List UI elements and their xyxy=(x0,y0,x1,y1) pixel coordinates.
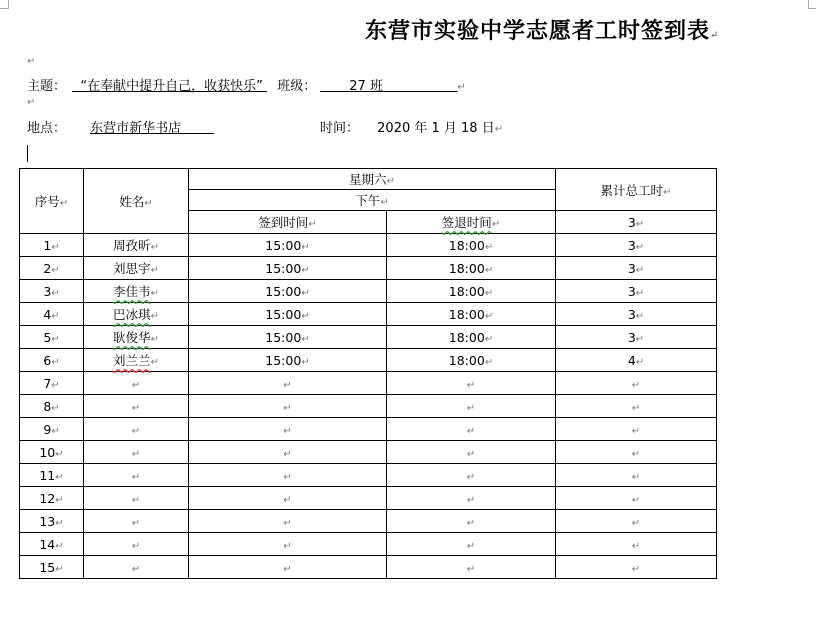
cell-text: 18:00 xyxy=(448,329,485,345)
row-name-cell[interactable] xyxy=(84,487,189,510)
header-no: 序号↵ xyxy=(20,169,84,234)
table-row xyxy=(20,280,717,303)
row-checkin-cell[interactable] xyxy=(189,395,387,418)
row-name-cell[interactable] xyxy=(84,280,189,303)
paragraph-mark: ↵ xyxy=(466,402,476,414)
paragraph-mark: ↵ xyxy=(301,356,310,368)
paragraph-mark: ↵ xyxy=(51,264,60,276)
table-row xyxy=(20,303,717,326)
row-checkin-cell[interactable] xyxy=(189,326,387,349)
theme-label: 主题： xyxy=(27,79,67,94)
paragraph-mark: ↵ xyxy=(466,448,476,460)
paragraph-mark: ↵ xyxy=(466,517,476,529)
row-total-cell[interactable] xyxy=(556,441,717,464)
signin-table xyxy=(19,168,717,579)
row-no-cell[interactable] xyxy=(20,487,84,510)
row-total-cell[interactable] xyxy=(556,510,717,533)
table-row xyxy=(20,234,717,257)
paragraph-mark: ↵ xyxy=(635,333,645,345)
row-no-cell[interactable] xyxy=(20,303,84,326)
header-period: 下午↵ xyxy=(189,190,556,211)
row-checkout-cell[interactable] xyxy=(387,556,556,579)
row-name-cell[interactable] xyxy=(84,510,189,533)
header-name: 姓名↵ xyxy=(84,169,189,234)
cell-text: 15:00 xyxy=(265,283,302,299)
row-checkout-cell[interactable] xyxy=(387,326,556,349)
row-name-cell[interactable] xyxy=(84,234,189,257)
row-checkout-cell[interactable] xyxy=(387,303,556,326)
cell-text: 3 xyxy=(627,283,636,299)
row-checkin-cell[interactable] xyxy=(189,280,387,303)
paragraph-mark: ↵ xyxy=(150,265,159,276)
paragraph-mark: ↵ xyxy=(150,357,159,368)
paragraph-mark: ↵ xyxy=(635,241,645,253)
paragraph-mark: ↵ xyxy=(51,402,60,414)
paragraph-mark: ↵ xyxy=(27,56,36,67)
row-checkin-cell[interactable] xyxy=(189,533,387,556)
cell-text: 10 xyxy=(39,444,56,460)
row-no-cell[interactable] xyxy=(20,234,84,257)
table-row xyxy=(20,349,717,372)
paragraph-mark: ↵ xyxy=(55,540,64,552)
paragraph-mark: ↵ xyxy=(131,540,141,552)
cell-text: 李佳韦 xyxy=(113,284,151,299)
paragraph-mark: ↵ xyxy=(283,471,292,483)
row-no-cell[interactable] xyxy=(20,441,84,464)
cell-text: 3 xyxy=(43,283,52,299)
time-line: 时间： 2020 年 1 月 18 日↵ xyxy=(320,121,504,136)
row-checkin-cell[interactable] xyxy=(189,349,387,372)
row-checkout-cell[interactable] xyxy=(387,533,556,556)
cell-text: 3 xyxy=(627,329,636,345)
paragraph-mark: ↵ xyxy=(131,517,141,529)
row-checkin-cell[interactable] xyxy=(189,372,387,395)
row-name-cell[interactable] xyxy=(84,372,189,395)
row-checkout-cell[interactable] xyxy=(387,257,556,280)
cell-text: 刘思宇 xyxy=(113,261,151,276)
cell-text: 12 xyxy=(39,490,56,506)
paragraph-mark: ↵ xyxy=(635,264,645,276)
cell-text: 8 xyxy=(43,398,52,414)
header-checkout: 签退时间↵ xyxy=(387,211,556,234)
paragraph-mark: ↵ xyxy=(635,287,645,299)
cell-text: 3 xyxy=(627,306,636,322)
paragraph-mark: ↵ xyxy=(51,379,60,391)
row-total-cell[interactable] xyxy=(556,418,717,441)
paragraph-mark: ↵ xyxy=(484,287,494,299)
row-checkin-cell[interactable] xyxy=(189,441,387,464)
page-corner-mark-left xyxy=(0,0,9,9)
paragraph-mark: ↵ xyxy=(466,425,476,437)
row-no-cell[interactable] xyxy=(20,280,84,303)
theme-line: 主题： “在奉献中提升自己，收获快乐” 班级： 27 班 ↵ xyxy=(27,79,466,94)
row-checkout-cell[interactable] xyxy=(387,418,556,441)
paragraph-mark: ↵ xyxy=(283,563,292,575)
cell-text: 4 xyxy=(43,306,52,322)
paragraph-mark: ↵ xyxy=(51,356,60,368)
row-checkin-cell[interactable] xyxy=(189,487,387,510)
table-row xyxy=(20,395,717,418)
table-row xyxy=(20,418,717,441)
cell-text: 耿俊华 xyxy=(113,330,151,345)
header-total-sub: 3↵ xyxy=(556,211,717,234)
row-total-cell[interactable] xyxy=(556,280,717,303)
cell-text: 3 xyxy=(627,260,636,276)
row-checkout-cell[interactable] xyxy=(387,280,556,303)
paragraph-mark: ↵ xyxy=(635,310,645,322)
row-name-cell[interactable] xyxy=(84,441,189,464)
row-total-cell[interactable] xyxy=(556,349,717,372)
time-value[interactable]: 2020 年 1 月 18 日 xyxy=(377,121,495,136)
paragraph-mark: ↵ xyxy=(131,379,141,391)
header-total: 累计总工时↵ xyxy=(556,169,717,211)
cell-text: 15:00 xyxy=(265,306,302,322)
row-total-cell[interactable] xyxy=(556,464,717,487)
row-no-cell[interactable] xyxy=(20,326,84,349)
table-row xyxy=(20,487,717,510)
paragraph-mark: ↵ xyxy=(51,241,60,253)
paragraph-mark: ↵ xyxy=(283,448,292,460)
table-row xyxy=(20,257,717,280)
row-total-cell[interactable] xyxy=(556,533,717,556)
cell-text: 1 xyxy=(43,237,52,253)
paragraph-mark: ↵ xyxy=(301,241,310,253)
row-name-cell[interactable] xyxy=(84,533,189,556)
location-label: 地点： xyxy=(27,121,67,136)
row-checkin-cell[interactable] xyxy=(189,303,387,326)
paragraph-mark: ↵ xyxy=(55,494,64,506)
paragraph-mark: ↵ xyxy=(301,287,310,299)
paragraph-mark: ↵ xyxy=(631,402,641,414)
page-corner-mark-right xyxy=(808,0,816,9)
cell-text: 18:00 xyxy=(448,260,485,276)
row-total-cell[interactable] xyxy=(556,257,717,280)
paragraph-mark: ↵ xyxy=(150,288,159,299)
paragraph-mark: ↵ xyxy=(283,494,292,506)
time-label: 时间： xyxy=(320,121,360,136)
class-value[interactable]: 27 班 xyxy=(349,79,383,94)
paragraph-mark: ↵ xyxy=(484,356,494,368)
row-checkin-cell[interactable] xyxy=(189,418,387,441)
paragraph-mark: ↵ xyxy=(466,494,476,506)
paragraph-mark: ↵ xyxy=(150,311,159,322)
cell-text: 13 xyxy=(39,513,56,529)
row-name-cell[interactable] xyxy=(84,303,189,326)
row-name-cell[interactable] xyxy=(84,556,189,579)
text-cursor xyxy=(27,145,28,162)
paragraph-mark: ↵ xyxy=(131,402,141,414)
row-checkout-cell[interactable] xyxy=(387,349,556,372)
paragraph-mark: ↵ xyxy=(131,448,141,460)
cell-text: 15:00 xyxy=(265,329,302,345)
paragraph-mark: ↵ xyxy=(55,563,64,575)
theme-value[interactable]: “在奉献中提升自己，收获快乐” xyxy=(80,79,263,94)
paragraph-mark: ↵ xyxy=(631,425,641,437)
cell-text: 14 xyxy=(39,536,56,552)
paragraph-mark: ↵ xyxy=(484,333,494,345)
table-row xyxy=(20,510,717,533)
paragraph-mark: ↵ xyxy=(466,540,476,552)
row-checkout-cell[interactable] xyxy=(387,372,556,395)
cell-text: 18:00 xyxy=(448,306,485,322)
table-row xyxy=(20,372,717,395)
row-total-cell[interactable] xyxy=(556,556,717,579)
paragraph-mark: ↵ xyxy=(283,517,292,529)
paragraph-mark: ↵ xyxy=(283,379,292,391)
row-total-cell[interactable] xyxy=(556,303,717,326)
paragraph-mark: ↵ xyxy=(283,425,292,437)
table-row xyxy=(20,533,717,556)
paragraph-mark: ↵ xyxy=(631,540,641,552)
row-checkout-cell[interactable] xyxy=(387,510,556,533)
cell-text: 18:00 xyxy=(448,283,485,299)
paragraph-mark: ↵ xyxy=(51,287,60,299)
paragraph-mark: ↵ xyxy=(283,540,292,552)
cell-text: 刘兰兰 xyxy=(113,353,151,368)
paragraph-mark: ↵ xyxy=(131,563,141,575)
paragraph-mark: ↵ xyxy=(301,310,310,322)
row-no-cell[interactable] xyxy=(20,510,84,533)
row-name-cell[interactable] xyxy=(84,326,189,349)
row-checkin-cell[interactable] xyxy=(189,556,387,579)
header-day: 星期六↵ xyxy=(189,169,556,190)
table-row xyxy=(20,326,717,349)
cell-text: 15:00 xyxy=(265,352,302,368)
row-checkin-cell[interactable] xyxy=(189,257,387,280)
paragraph-mark: ↵ xyxy=(631,517,641,529)
row-checkout-cell[interactable] xyxy=(387,234,556,257)
row-total-cell[interactable] xyxy=(556,395,717,418)
table-row xyxy=(20,441,717,464)
paragraph-mark: ↵ xyxy=(301,264,310,276)
paragraph-mark: ↵ xyxy=(466,379,476,391)
row-name-cell[interactable] xyxy=(84,464,189,487)
location-line xyxy=(27,117,214,136)
cell-text: 18:00 xyxy=(448,352,485,368)
row-checkout-cell[interactable] xyxy=(387,395,556,418)
location-value[interactable]: 东营市新华书店 xyxy=(90,121,182,136)
cell-text: 巴冰琪 xyxy=(113,307,151,322)
cell-text: 9 xyxy=(43,421,52,437)
row-checkin-cell[interactable] xyxy=(189,510,387,533)
paragraph-mark: ↵ xyxy=(51,333,60,345)
row-no-cell[interactable] xyxy=(20,556,84,579)
cell-text: 15:00 xyxy=(265,237,302,253)
paragraph-mark: ↵ xyxy=(27,97,36,108)
header-checkin: 签到时间↵ xyxy=(189,211,387,234)
paragraph-mark: ↵ xyxy=(51,310,60,322)
cell-text: 周孜昕 xyxy=(113,238,151,253)
paragraph-mark: ↵ xyxy=(484,241,494,253)
table-row xyxy=(20,556,717,579)
row-no-cell[interactable] xyxy=(20,257,84,280)
cell-text: 7 xyxy=(43,375,52,391)
row-total-cell[interactable] xyxy=(556,234,717,257)
cell-text: 2 xyxy=(43,260,52,276)
row-no-cell[interactable] xyxy=(20,464,84,487)
cell-text: 5 xyxy=(43,329,52,345)
paragraph-mark: ↵ xyxy=(484,310,494,322)
row-checkout-cell[interactable] xyxy=(387,441,556,464)
row-name-cell[interactable] xyxy=(84,349,189,372)
paragraph-mark: ↵ xyxy=(631,471,641,483)
paragraph-mark: ↵ xyxy=(631,563,641,575)
row-no-cell[interactable] xyxy=(20,395,84,418)
paragraph-mark: ↵ xyxy=(51,425,60,437)
paragraph-mark: ↵ xyxy=(55,517,64,529)
row-no-cell[interactable] xyxy=(20,349,84,372)
cell-text: 18:00 xyxy=(448,237,485,253)
cell-text: 15 xyxy=(39,559,56,575)
cell-text: 15:00 xyxy=(265,260,302,276)
row-checkin-cell[interactable] xyxy=(189,234,387,257)
row-name-cell[interactable] xyxy=(84,257,189,280)
paragraph-mark: ↵ xyxy=(466,471,476,483)
paragraph-mark: ↵ xyxy=(635,356,645,368)
paragraph-mark: ↵ xyxy=(301,333,310,345)
paragraph-mark: ↵ xyxy=(150,242,159,253)
paragraph-mark: ↵ xyxy=(631,379,641,391)
row-total-cell[interactable] xyxy=(556,487,717,510)
paragraph-mark: ↵ xyxy=(131,425,141,437)
class-label: 班级： xyxy=(277,79,317,94)
paragraph-mark: ↵ xyxy=(283,402,292,414)
paragraph-mark: ↵ xyxy=(131,494,141,506)
row-no-cell[interactable] xyxy=(20,372,84,395)
row-no-cell[interactable] xyxy=(20,533,84,556)
paragraph-mark: ↵ xyxy=(466,563,476,575)
paragraph-mark: ↵ xyxy=(150,334,159,345)
cell-text: 6 xyxy=(43,352,52,368)
cell-text: 3 xyxy=(627,237,636,253)
row-total-cell[interactable] xyxy=(556,372,717,395)
paragraph-mark: ↵ xyxy=(631,448,641,460)
row-checkout-cell[interactable] xyxy=(387,487,556,510)
paragraph-mark: ↵ xyxy=(55,448,64,460)
cell-text: 4 xyxy=(627,352,636,368)
document-title: 东营市实验中学志愿者工时签到表↵ xyxy=(365,18,720,44)
table-row xyxy=(20,464,717,487)
row-checkin-cell[interactable] xyxy=(189,464,387,487)
row-checkout-cell[interactable] xyxy=(387,464,556,487)
row-name-cell[interactable] xyxy=(84,418,189,441)
paragraph-mark: ↵ xyxy=(484,264,494,276)
row-no-cell[interactable] xyxy=(20,418,84,441)
paragraph-mark: ↵ xyxy=(131,471,141,483)
paragraph-mark: ↵ xyxy=(631,494,641,506)
cell-text: 11 xyxy=(39,467,56,483)
row-total-cell[interactable] xyxy=(556,326,717,349)
paragraph-mark: ↵ xyxy=(55,471,64,483)
row-name-cell[interactable] xyxy=(84,395,189,418)
